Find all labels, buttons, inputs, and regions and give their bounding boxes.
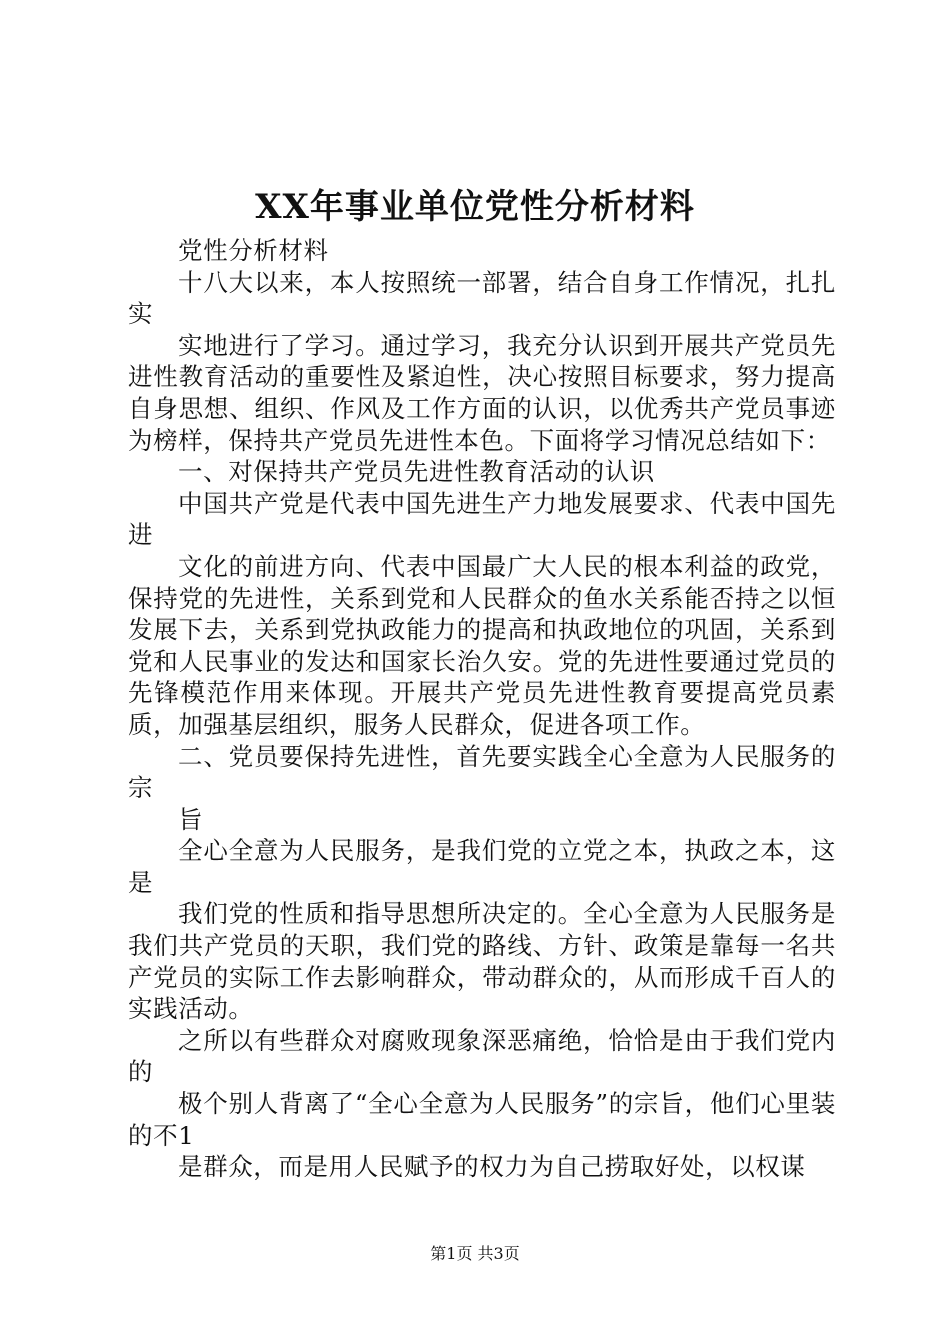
paragraph: 旨: [178, 804, 204, 834]
document-title: XX年事业单位党性分析材料: [255, 187, 695, 227]
paragraph: 是群众，而是用人民赋予的权力为自己捞取好处，以权谋: [178, 1152, 806, 1182]
paragraph: 十八大以来，本人按照统一部署，结合自身工作情况，扎扎实: [128, 267, 836, 329]
paragraph: 一、对保持共产党员先进性教育活动的认识: [178, 457, 655, 487]
paragraph: 极个别人背离了“全心全意为人民服务”的宗旨，他们心里装的不1: [128, 1089, 836, 1150]
paragraph: 实地进行了学习。通过学习，我充分认识到开展共产党员先进性教育活动的重要性及紧迫性，决心按照目标要求，努力提高自身思想、组织、作风及工作方面的认识，以优秀共产党员事迹为榜样，保持共产党员先进性本色。下面将学习情况总结如下：: [128, 330, 836, 455]
document-body: [128, 235, 836, 1183]
page-number-footer: 第1页 共3页: [430, 1244, 520, 1263]
paragraph: 中国共产党是代表中国先进生产力地发展要求、代表中国先进: [128, 488, 836, 550]
paragraph: 之所以有些群众对腐败现象深恶痛绝，恰恰是由于我们党内的: [128, 1025, 836, 1087]
paragraph: 文化的前进方向、代表中国最广大人民的根本利益的政党，保持党的先进性，关系到党和人民群众的鱼水关系能否持之以恒发展下去，关系到党执政能力的提高和执政地位的巩固，关系到党和人民事业的发达和国家长治久安。党的先进性要通过党员的先锋模范作用来体现。开展共产党员先进性教育要提高党员素质，加强基层组织，服务人民群众，促进各项工作。: [128, 551, 836, 739]
paragraph: 我们党的性质和指导思想所决定的。全心全意为人民服务是我们共产党员的天职，我们党的路线、方针、政策是靠每一名共产党员的实际工作去影响群众，带动群众的，从而形成千百人的实践活动。: [128, 899, 836, 1024]
paragraph: 二、党员要保持先进性，首先要实践全心全意为人民服务的宗: [128, 741, 836, 803]
paragraph: 全心全意为人民服务，是我们党的立党之本，执政之本，这是: [128, 836, 836, 897]
paragraph: 党性分析材料: [178, 236, 329, 265]
